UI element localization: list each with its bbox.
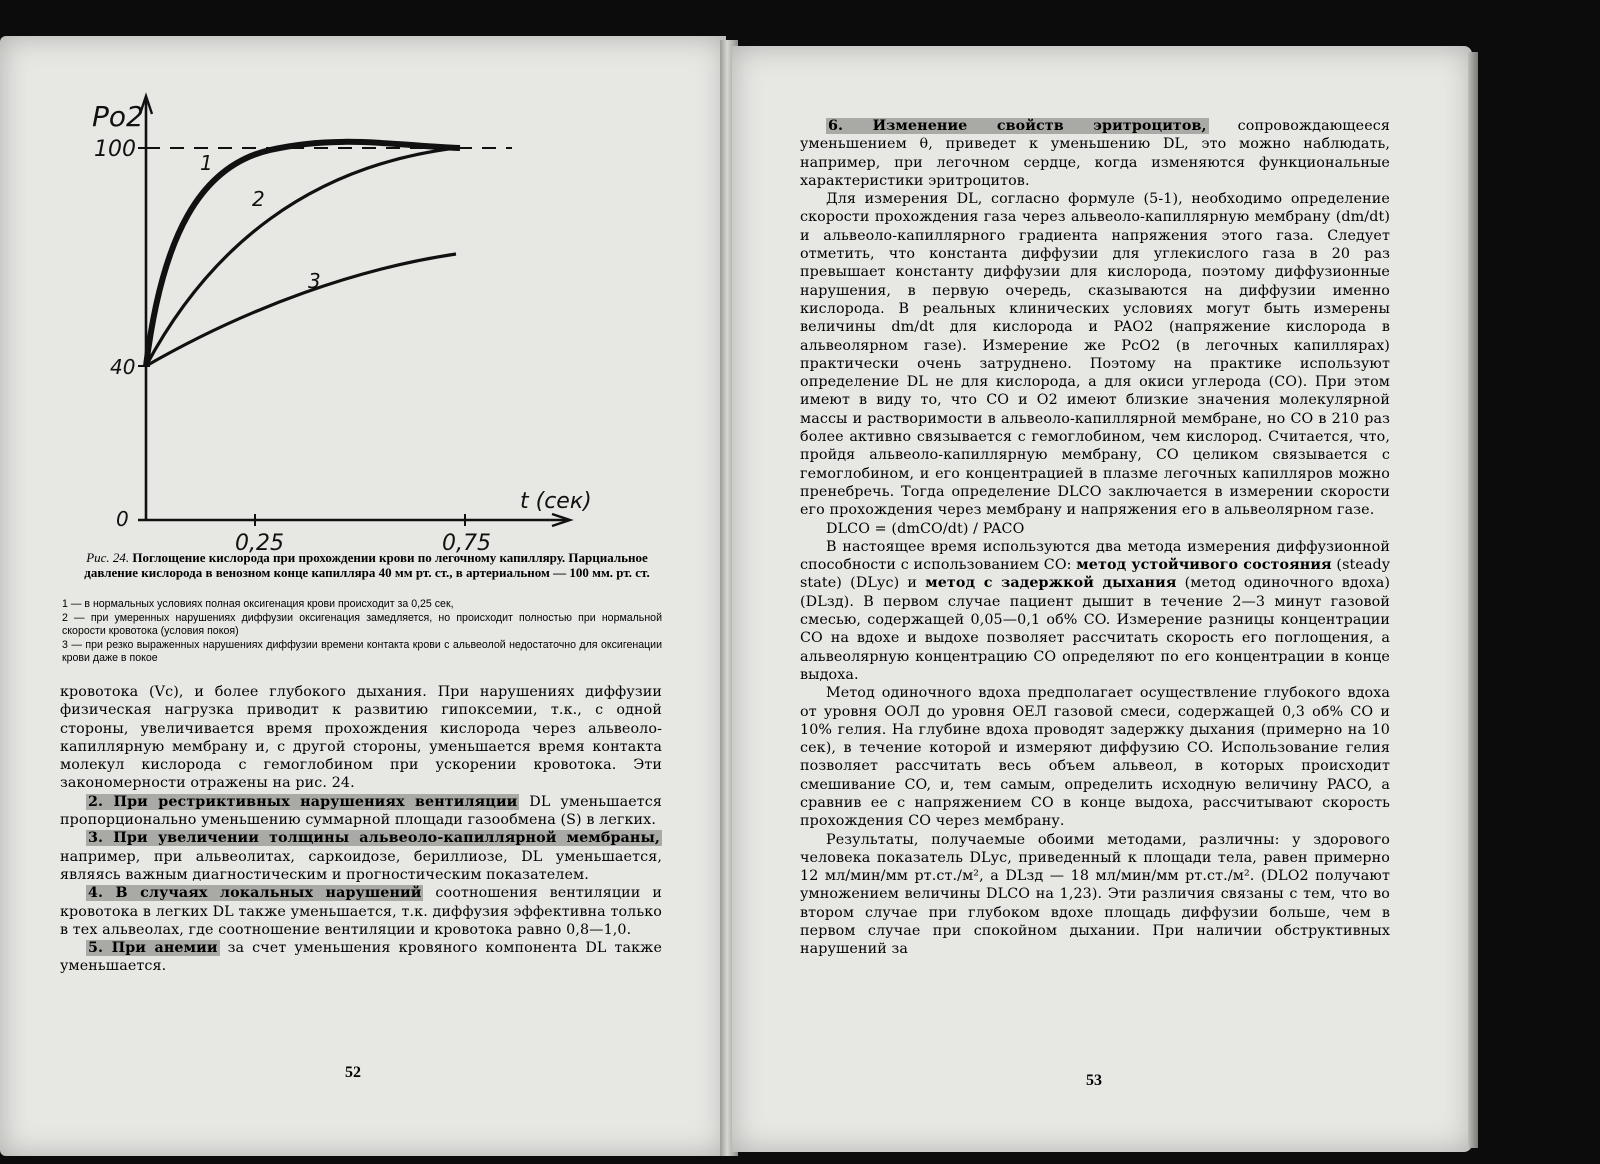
curve-3 <box>146 254 456 366</box>
page-number-left: 52 <box>345 1064 361 1081</box>
paragraph: Метод одиночного вдоха предполагает осуществление глубокого вдоха от уровня ООЛ до уровня ОЕЛ газовой смеси, содержащей 0,3 об% CO и 10% гелия. На глубине вдоха проводят задержку дыхания (примерно на 10 сек), в течение которой и измеряют диффузию CO. Использование гелия позволяет рассчитать весь объем альвеол, в которых происходит смешивание CO, и, тем самым, определить исходную величину PACO, а сравнив ее с напряжением CO в конце выдоха, рассчитывают скорость прохождения CO через мембрану. <box>800 685 1390 830</box>
curve-3-label: 3 <box>308 269 321 293</box>
figure-24 <box>92 56 620 556</box>
paragraph-text: сопровождающееся уменьшением θ, приведет к уменьшению DL, это можно наблюдать, например, при легочном сердце, когда изменяются функциональные характеристики эритроцитов. <box>800 118 1390 189</box>
figure-caption <box>72 550 662 580</box>
paragraph: Для измерения DL, согласно формуле (5-1), необходимо определение скорости прохождения газа через альвеоло-капиллярную мембрану (dm/dt) и альвеоло-капиллярного градиента напряжения этого газа. Следует отметить, что константа диффузии для углекислого газа в 20 раз превышает константу диффузии для кислорода, поэтому диффузионные нарушения, в первую очередь, сказываются на диффузии именно кислорода. В реальных клинических условиях могут быть измерены величины dm/dt для кислорода и PAO2 (напряжение кислорода в альвеолярном газе). Измерение же PcO2 (в легочных капиллярах) практически очень затруднено. Поэтому на практике используют определение DL не для кислорода, а для окиси углерода (CO). При этом имеют в виду то, что CO и O2 имеют близкие значения молекулярной массы и растворимости в альвеоло-капиллярной мембране, но CO в 210 раз более активно связывается с гемоглобином, чем кислород. Считается, что, пройдя альвеоло-капиллярную мембрану, CO целиком связывается с гемоглобином, и его концентрацией в плазме легочных капилляров можно пренебречь. Тогда определение DLCO заключается в измерении скорости его прохождения через мембрану и напряжения его в альвеолярном газе. <box>800 191 1390 519</box>
caption-note-1: 1 — в нормальных условиях полная оксигенация крови происходит за 0,25 сек, <box>62 598 454 610</box>
curve-1 <box>146 142 460 366</box>
paragraph-text: (метод одиночного вдоха) (DLзд). В первом случае пациент дышит в течение 2—3 минут газовой смесью, содержащей 0,05—0,1 об% CO. Измерение разницы концентрации CO на вдохе и выдохе позволяет рассчитать скорость его поглощения, а альвеолярную концентрацию CO определяют по его концентрации в конце выдоха. <box>800 575 1390 683</box>
page-edge <box>1468 52 1478 1148</box>
caption-title: Поглощение кислорода при прохождении крови по легочному капилляру. Парциальное давление кислорода в венозном конце капилляра 40 мм рт. ст., в артериальном — 100 мм. рт. ст. <box>84 550 650 580</box>
oxygen-uptake-graph <box>92 56 620 556</box>
paragraph <box>60 939 662 976</box>
paragraph-text: В настоящее время используются два метода измерения диффузионной способности с использованием CO: <box>800 538 1390 574</box>
curve-1-label: 1 <box>200 151 213 175</box>
formula: DLCO = (dmCO/dt) / PACO <box>826 520 1025 537</box>
paragraph-text: (steady state) (DLус) и <box>800 557 1390 592</box>
caption-note-3: 3 — при резко выраженных нарушениях диффузии времени контакта крови с альвеолой недостаточно для оксигенации крови даже в покое <box>62 638 662 665</box>
curve-2 <box>146 148 456 366</box>
caption-lead: Рис. 24. <box>86 550 130 565</box>
y-tick-label-100: 100 <box>94 137 136 162</box>
method-term: метод с задержкой дыхания <box>925 575 1177 592</box>
caption-note-2: 2 — при умеренных нарушениях диффузии оксигенация замедляется, но происходит полностью при нормальной скорости кровотока (условия покоя) <box>62 611 662 638</box>
x-tick-label-075: 0,75 <box>442 531 491 556</box>
y-tick-label-0: 0 <box>116 507 129 531</box>
paragraph <box>800 117 1390 190</box>
paragraph-text: DL уменьшается пропорционально уменьшению суммарной площади газообмена (S) в легких. <box>60 793 662 829</box>
method-term: метод устойчивого состояния <box>1076 557 1332 574</box>
paragraph-text: например, при альвеолитах, саркоидозе, бериллиозе, DL уменьшается, являясь важным диагностическим и прогностическим показателем. <box>60 848 662 883</box>
caption-notes <box>62 598 662 666</box>
paragraph: Результаты, получаемые обоими методами, различны: у здорового человека показатель DLус, приведенный к площади тела, равен примерно 12 мл/мин/мм рт.ст./м², а DLзд — 18 мл/мин/мм рт.ст./м². (DLO2 получают умножением величины DLCO на 1,23). Эти различия связаны с тем, что во втором случае при глубоком вдохе площадь диффузии больше, чем в первом случае при спокойном дыхании. При наличии обструктивных нарушений за <box>800 831 1390 958</box>
right-page-text <box>800 117 1390 959</box>
x-axis-label: t (сек) <box>520 489 592 514</box>
section-heading: 2. При рестриктивных нарушениях вентиляции <box>88 793 518 810</box>
section-heading: 6. Изменение свойств эритроцитов, <box>828 118 1207 134</box>
paragraph: кровотока (Vc), и более глубокого дыхания. При нарушениях диффузии физическая нагрузка приводит к развитию гипоксемии, т.к., с одной стороны, увеличивается время прохождения кислорода через альвеоло-капиллярную мембрану и, с другой стороны, уменьшается время контакта молекул кислорода с гемоглобином при ускорении кровотока. Эти закономерности отражены на рис. 24. <box>60 684 662 792</box>
left-page-text <box>60 683 662 976</box>
paragraph-text: соотношения вентиляции и кровотока в легких DL также уменьшается, т.к. диффузия эффективна только в тех альвеолах, где соотношение вентиляции и кровотока равно 0,8—1,0. <box>60 885 662 938</box>
y-axis-label: Po2 <box>92 100 144 133</box>
paragraph <box>60 829 662 884</box>
section-heading: 5. При анемии <box>88 940 218 957</box>
x-tick-label-025: 0,25 <box>235 531 284 556</box>
section-heading: 4. В случаях локальных нарушений <box>88 885 422 902</box>
y-tick-label-40: 40 <box>110 355 136 379</box>
curve-2-label: 2 <box>252 187 265 211</box>
paragraph <box>60 793 662 830</box>
paragraph <box>60 884 662 939</box>
page-number-right: 53 <box>1086 1072 1102 1089</box>
section-heading: 3. При увеличении толщины альвеоло-капиллярной мембраны, <box>88 830 660 847</box>
paragraph-text: за счет уменьшения кровяного компонента DL также уменьшается. <box>60 940 662 975</box>
paragraph <box>800 538 1390 684</box>
